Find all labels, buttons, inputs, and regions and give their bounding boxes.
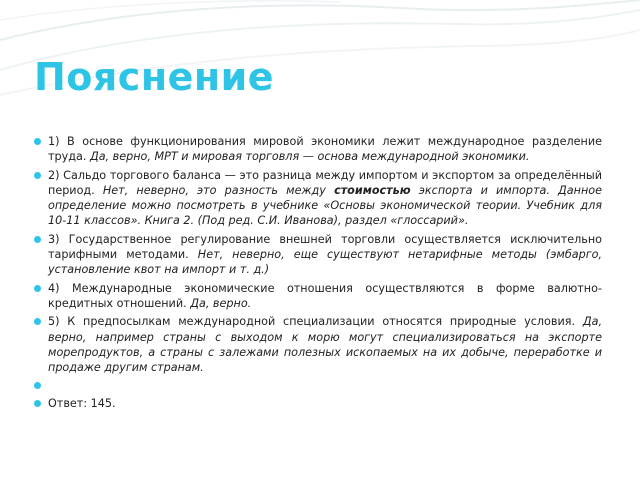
statement-text: 1) В основе функционирования мировой экономики лежит международное разделение труда. <box>48 135 602 164</box>
answer-text: Нет, неверно, еще существуют нетарифные методы (эмбарго, установление квот на импорт и т. д.) <box>48 248 602 277</box>
circle-bullet-icon <box>34 318 41 325</box>
final-answer: Ответ: 145. <box>48 397 116 411</box>
answer-emphasis: стоимостью <box>334 183 411 197</box>
answer-text: Да, верно. <box>190 296 252 310</box>
answer-text-part: Нет, неверно, это разность между <box>102 183 326 197</box>
answer-text: Да, верно, МРТ и мировая торговля — основа международной экономики. <box>89 150 530 164</box>
list-item <box>34 232 602 278</box>
list-item <box>34 396 602 411</box>
statement-text: 2) Сальдо торгового баланса — это разница между импортом и экспортом за определённый период. <box>48 168 602 197</box>
statement-text: 3) Государственное регулирование внешней торговли осуществляется исключительно тарифными методами. <box>48 232 602 262</box>
answer-text-part: экспорта и импорта. Данное определение можно посмотреть в учебнике «Основы экономической теории. Учебник для 10-11 классов». Книга 2. (Под ред. С.И. Иванова), раздел «глоссарий». <box>48 183 603 228</box>
statement-text: 4) Международные экономические отношения осуществляются в форме валютно-кредитных отношений. <box>48 281 602 310</box>
list-item <box>34 134 602 165</box>
list-item <box>34 281 602 312</box>
circle-bullet-icon <box>34 382 41 389</box>
empty-list-item <box>34 378 602 393</box>
circle-bullet-icon <box>34 138 41 145</box>
answer-text <box>48 184 602 228</box>
answer-text: Да, верно, например страны с выходом к морю могут специализироваться на экспорте морепродуктов, а страны с залежами полезных ископаемых на их добыче, переработке и продаже другим странам. <box>48 315 603 375</box>
circle-bullet-icon <box>34 400 41 407</box>
circle-bullet-icon <box>34 172 41 179</box>
statement-text: 5) К предпосылкам международной специализации относятся природные условия. <box>48 315 576 329</box>
list-item <box>34 168 602 229</box>
circle-bullet-icon <box>34 236 41 243</box>
slide-title: Пояснение <box>34 55 275 99</box>
circle-bullet-icon <box>34 285 41 292</box>
list-item <box>34 314 602 375</box>
slide-content <box>34 134 602 415</box>
